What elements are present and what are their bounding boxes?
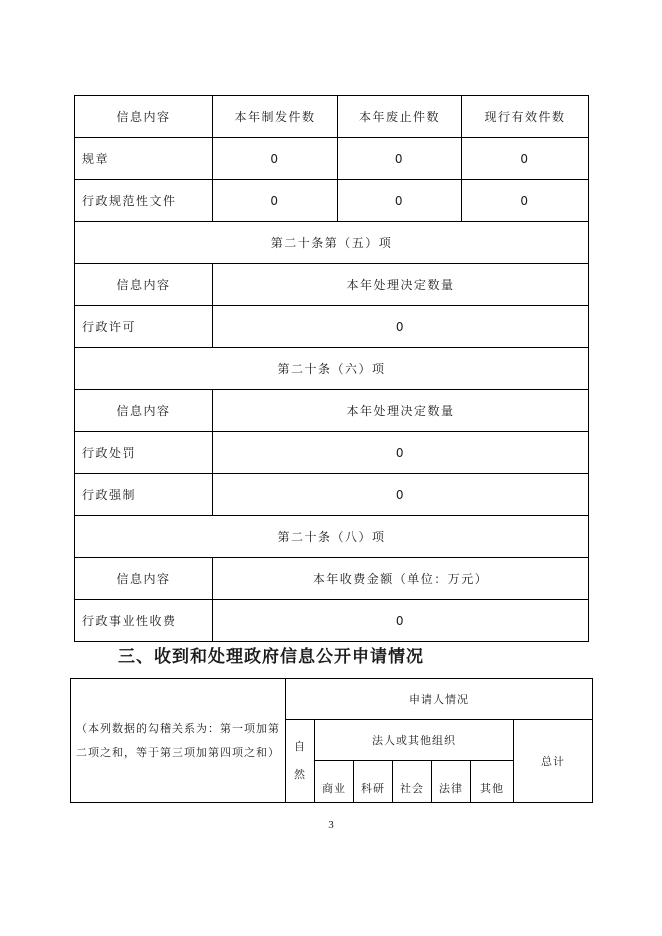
cell-value: 0 (338, 138, 462, 180)
table-row (75, 138, 589, 180)
header-cell: 信息内容 (75, 96, 213, 138)
cell-value: 0 (213, 306, 589, 348)
table-row (75, 306, 589, 348)
row-label: 行政处罚 (75, 432, 213, 474)
cell-value: 0 (338, 180, 462, 222)
table-row (75, 432, 589, 474)
header-cell: 信息内容 (75, 264, 213, 306)
applicant-header: 申请人情况 (286, 679, 593, 720)
table-header-row (75, 96, 589, 138)
info-table (74, 95, 589, 642)
section-title: 第二十条（八）项 (75, 516, 589, 558)
cell-value: 0 (213, 138, 338, 180)
table-row (75, 474, 589, 516)
header-cell: 本年收费金额（单位：万元） (213, 558, 589, 600)
note-line: （本列数据的勾稽关系为：第一项加第 (76, 721, 280, 735)
cell-value: 0 (462, 180, 589, 222)
sub-header: 其他 (471, 761, 514, 803)
natural-person-char: 自 (294, 740, 306, 753)
row-label: 行政许可 (75, 306, 213, 348)
row-label: 规章 (75, 138, 213, 180)
section-title-row (75, 348, 589, 390)
row-label: 行政强制 (75, 474, 213, 516)
table-header-row (75, 264, 589, 306)
header-cell: 本年制发件数 (213, 96, 338, 138)
section-title: 第二十条第（五）项 (75, 222, 589, 264)
total-header: 总计 (514, 720, 593, 803)
table-header-row (75, 558, 589, 600)
application-table (70, 678, 593, 803)
cell-value: 0 (462, 138, 589, 180)
legal-header: 法人或其他组织 (315, 720, 514, 761)
table-header-row (75, 390, 589, 432)
section-title-row (75, 222, 589, 264)
natural-person-char: 然 (294, 768, 306, 781)
page-number: 3 (328, 819, 334, 831)
cell-value: 0 (213, 180, 338, 222)
natural-person-header (286, 720, 315, 803)
sub-header: 社会 (393, 761, 432, 803)
cell-value: 0 (213, 600, 589, 642)
header-cell: 信息内容 (75, 558, 213, 600)
note-cell (71, 679, 286, 803)
note-line: 二项之和，等于第三项加第四项之和） (76, 745, 280, 759)
header-cell: 本年处理决定数量 (213, 264, 589, 306)
table-row (71, 679, 593, 720)
cell-value: 0 (213, 474, 589, 516)
header-cell: 信息内容 (75, 390, 213, 432)
table-row (75, 180, 589, 222)
cell-value: 0 (213, 432, 589, 474)
row-label: 行政事业性收费 (75, 600, 213, 642)
sub-header: 科研 (354, 761, 393, 803)
header-cell: 现行有效件数 (462, 96, 589, 138)
row-label: 行政规范性文件 (75, 180, 213, 222)
header-cell: 本年废止件数 (338, 96, 462, 138)
section-title: 第二十条（六）项 (75, 348, 589, 390)
header-cell: 本年处理决定数量 (213, 390, 589, 432)
table-row (75, 600, 589, 642)
sub-header: 法律 (432, 761, 471, 803)
section-heading: 三、收到和处理政府信息公开申请情况 (118, 647, 424, 667)
sub-header: 商业 (315, 761, 354, 803)
section-title-row (75, 516, 589, 558)
